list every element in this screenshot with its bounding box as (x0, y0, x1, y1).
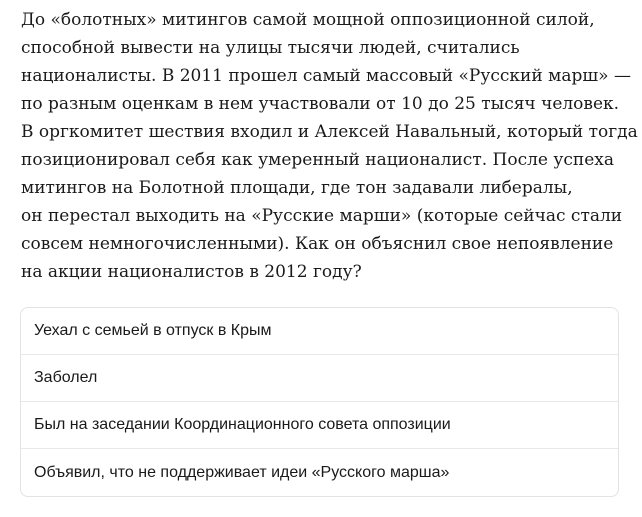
question-text (21, 6, 638, 286)
answer-options-list (20, 307, 619, 497)
question-line: совсем немногочисленными). Как он объяснил свое непоявление (21, 234, 614, 254)
question-line: позиционировал себя как умеренный националист. После успеха (21, 150, 615, 170)
question-line: националисты. В 2011 прошел самый массовый «Русский марш» — (21, 66, 631, 86)
question-line: на акции националистов в 2012 году? (21, 262, 362, 282)
question-line: митингов на Болотной площади, где тон задавали либералы, (21, 178, 573, 198)
question-line: В оргкомитет шествия входил и Алексей Навальный, который тогда (21, 122, 638, 142)
question-line: До «болотных» митингов самой мощной оппозиционной силой, (21, 10, 595, 30)
question-line: по разным оценкам в нем участвовали от 10 до 25 тысяч человек. (21, 94, 620, 114)
answer-option-crimea-vacation[interactable]: Уехал с семьей в отпуск в Крым (21, 308, 618, 355)
question-line: он перестал выходить на «Русские марши» (которые сейчас стали (21, 206, 623, 226)
answer-option-does-not-support[interactable]: Объявил, что не поддерживает идеи «Русского марша» (34, 463, 450, 481)
answer-option-fell-ill[interactable]: Заболел (21, 355, 618, 402)
question-line: способной вывести на улицы тысячи людей, считались (21, 38, 520, 58)
answer-option-coordination-council[interactable]: Был на заседании Координационного совета оппозиции (21, 402, 618, 449)
